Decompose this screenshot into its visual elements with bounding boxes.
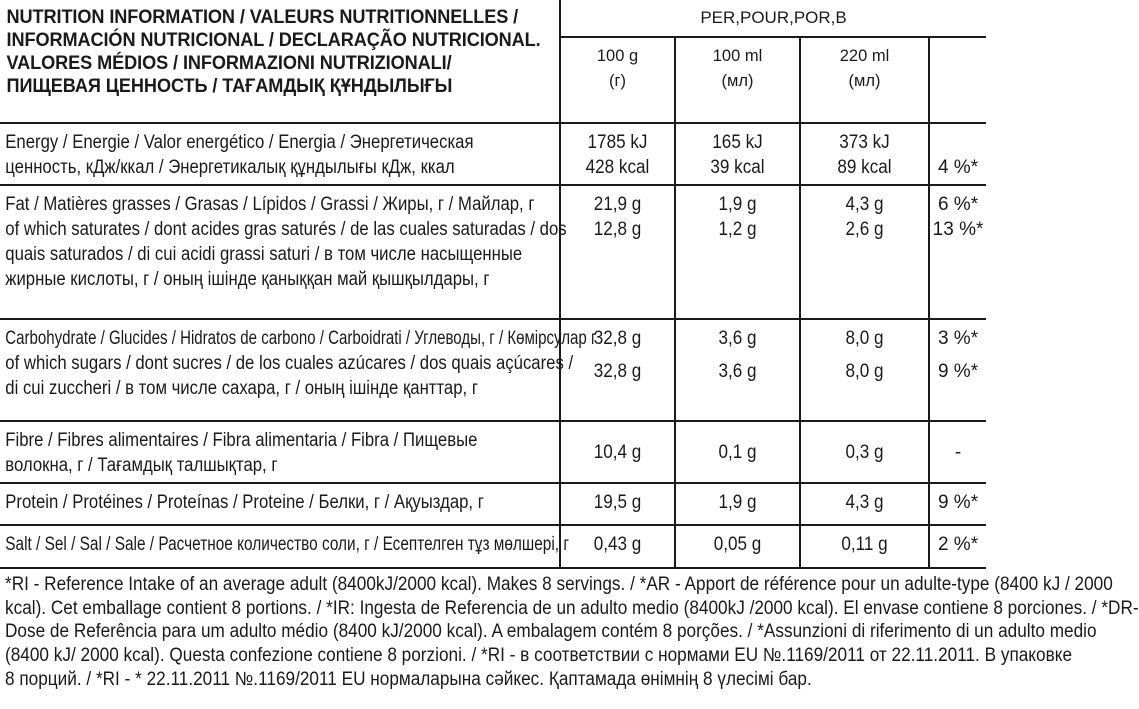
table-row (0, 319, 986, 421)
table-title: NUTRITION INFORMATION / VALEURS NUTRITIONNELLES / INFORMACIÓN NUTRICIONAL / DECLARAÇÃO NUTRICIONAL. VALORES MÉDIOS / INFORMAZIONI NUTRIZIONALI/ ПИЩЕВАЯ ЦЕННОСТЬ / ТАҒАМДЫҚ ҚҰНДЫЛЫҒЫ (6, 6, 541, 97)
reference-intake: 2 %* (929, 525, 986, 567)
column-header-100g: 100 g (г) (560, 37, 675, 123)
value-100ml: 1,9 g 1,2 g (681, 185, 794, 319)
nutrient-name: Fibre / Fibres alimentaires / Fibra alimentaria / Fibra / Пищевые волокна, г / Тағамдық талшықтар, г (0, 421, 493, 483)
reference-intake: 4 %* (929, 123, 986, 185)
value-100ml: 0,1 g (681, 421, 794, 483)
nutrient-name: Salt / Sel / Sal / Sale / Расчетное количество соли, г / Есептелген тұз мөлшері, г (0, 525, 493, 567)
ri-header (929, 37, 986, 123)
nutrient-name: Fat / Matières grasses / Grasas / Lípidos / Grassi / Жиры, г / Майлар, г of which saturates / dont acides gras saturés / de las cuales saturadas / dos quais saturados / di cui acidi grassi saturi / в том числе насыщенные жирные кислоты, г / оның ішінде қаныққан май қышқылдары, г (0, 185, 493, 319)
reference-intake: 3 %* 9 %* (929, 319, 986, 421)
value-100ml: 1,9 g (681, 483, 794, 525)
column-header-220ml: 220 ml (мл) (800, 37, 929, 123)
table-row (0, 525, 986, 567)
value-220ml: 0,11 g (806, 525, 922, 567)
reference-intake: 6 %* 13 %* (929, 185, 986, 319)
value-100g: 10,4 g (566, 421, 670, 483)
column-header-100ml: 100 ml (мл) (675, 37, 800, 123)
table-bottom-rule (0, 567, 986, 569)
value-100g: 0,43 g (566, 525, 670, 567)
value-100g: 21,9 g 12,8 g (566, 185, 670, 319)
reference-intake: 9 %* (929, 483, 986, 525)
reference-intake: - (929, 421, 986, 483)
table-row (0, 483, 986, 525)
value-220ml: 373 kJ 89 kcal (806, 123, 922, 185)
table-title-cell (0, 0, 560, 123)
value-100g: 19,5 g (566, 483, 670, 525)
value-220ml: 4,3 g 2,6 g (806, 185, 922, 319)
nutrient-name: Carbohydrate / Glucides / Hidratos de carbono / Carboidrati / Углеводы, г / Көмірсулар г of which sugars / dont sucres / de los cuales azúcares / dos quais açúcares / di cui zuccheri / в том числе сахара, г / оның ішінде қанттар, г (0, 319, 493, 421)
footnote: *RI - Reference Intake of an average adult (8400kJ/2000 kcal). Makes 8 servings. / *AR - Apport de référence pour un adulte-type (8400 kJ / 2000 kcal). Cet emballage contient 8 portions. / *IR: Ingesta de Referencia de un adulto medio (8400kJ /2000 kcal). El envase contiene 8 porciones. / *DR- Dose de Referência para um adulto médio (8400 kJ/2000 kcal). A embalagem contém 8 porções. / *Assunzioni di riferimento di un adulto medio (8400 kJ/ 2000 kcal). Questa confezione contiene 8 porzioni. / *RI - в соответствии с нормами EU №.1169/2011 от 22.11.2011. В упаковке 8 порций. / *RI - * 22.11.2011 №.1169/2011 EU нормаларына сәйкес. Қаптамада өнімнің 8 үлесімі бар. (5, 574, 1139, 690)
table-row (0, 185, 986, 319)
value-100g: 32,8 g 32,8 g (566, 319, 670, 421)
value-220ml: 0,3 g (806, 421, 922, 483)
table-row (0, 123, 986, 185)
value-100ml: 3,6 g 3,6 g (681, 319, 794, 421)
table-row (0, 421, 986, 483)
value-220ml: 4,3 g (806, 483, 922, 525)
value-100g: 1785 kJ 428 kcal (566, 123, 670, 185)
value-220ml: 8,0 g 8,0 g (806, 319, 922, 421)
value-100ml: 165 kJ 39 kcal (681, 123, 794, 185)
nutrient-name: Energy / Energie / Valor energético / Energia / Энергетическая ценность, кДж/ккал / Энергетикалық құндылығы кДж, ккал (0, 123, 493, 185)
per-header: PER,POUR,POR,B (560, 0, 986, 37)
value-100ml: 0,05 g (681, 525, 794, 567)
nutrient-name: Protein / Protéines / Proteínas / Proteine / Белки, г / Ақуыздар, г (0, 483, 493, 525)
